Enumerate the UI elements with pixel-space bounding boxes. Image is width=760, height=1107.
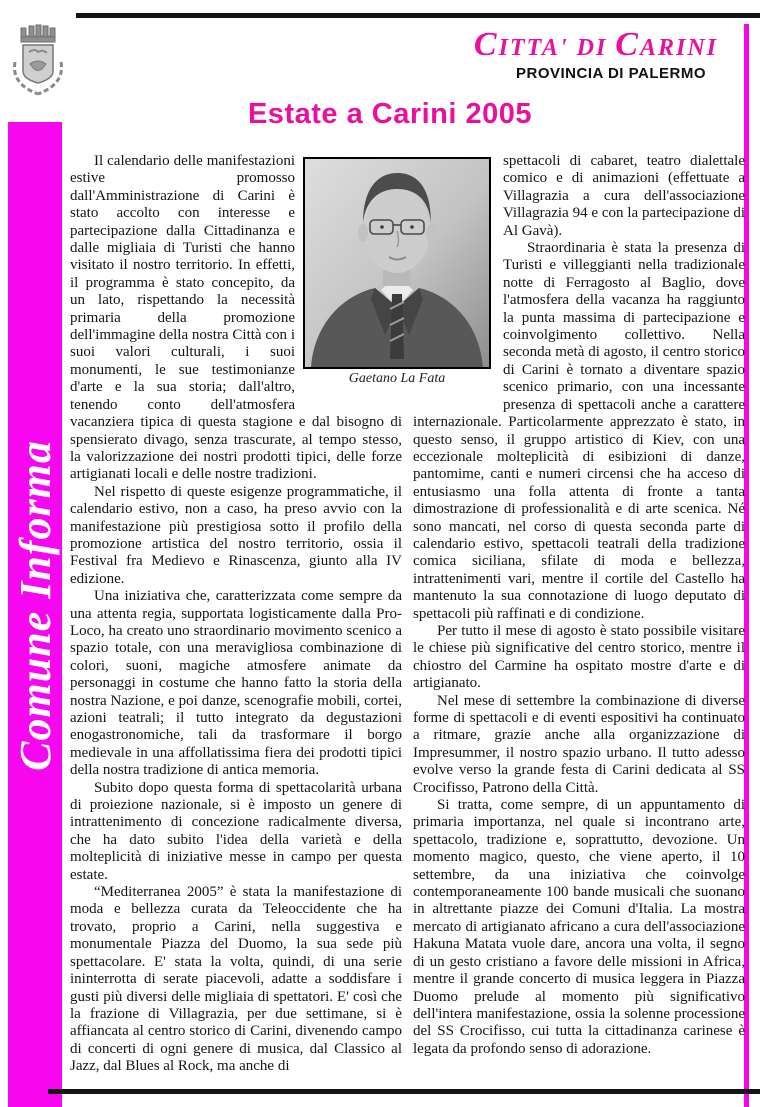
portrait-image <box>305 159 489 367</box>
article-paragraph: spettacoli di cabaret, teatro dialettale comico e di animazioni (effettuate a Villagrazia a cura dell'associazione Villagrazia 94 e con la partecipazione di Al Gavà). <box>503 153 745 239</box>
article-paragraph: Nel mese di settembre la combinazione di diverse forme di spettacoli e di eventi espositivi ha continuato a ritmare, grazie anche alla organizzazione di Impresummer, il nostro spazio urbano. Il tutto adesso evolve verso la grande festa di Carini dedicata al SS Crocifisso, Patrono della Città. <box>413 692 745 796</box>
article-title: Estate a Carini 2005 <box>247 98 533 130</box>
portrait-photo-frame <box>303 157 491 369</box>
sidebar-vertical-text: Comune Informa <box>10 439 60 771</box>
article-paragraph: Il calendario delle manifestazioni estive promosso dall'Amministrazione di Carini è stato accolto con interesse e partecipazione dalla Cittadinanza e dalle migliaia di Turisti che hanno visitato il nostro territorio. In effetti, il programma è stato concepito, da un lato, rispettando la necessità primaria della promozione dell'immagine della nostra Città con i suoi valori culturali, i suoi monumenti, le sue testimonianze d'arte e la sua storia; dall'altro, tenendo conto dell'atmosfera vacanziera tipica di questa stagione e dal bisogno di spensierato divago, senza trascurate, al tempo stesso, la valorizzazione dei nostri prodotti tipici, delle forze artigianati locali e delle nostre tradizioni. <box>70 153 402 483</box>
sidebar-vertical-label <box>8 400 62 810</box>
city-title-initial: C <box>473 26 499 63</box>
article-paragraph: “Mediterranea 2005” è stata la manifestazione di moda e bellezza curata da Teleoccidente che ha trovato, proprio a Carini, nella suggestiva e monumentale Piazza del Duomo, la sua sede più spettacolare. E' stata la volta, quindi, di una serie ininterrotta di serate piacevoli, adatte a soddisfare i gusti più diversi delle migliaia di spettatori. E' così che la frazione di Villagrazia, per due settimane, si è affiancata al centro storico di Carini, divenendo campo di concerti di ogni genere di musica, dal Classico al Jazz, dal Blues al Rock, ma anche di <box>70 884 402 1075</box>
article-paragraph: Si tratta, come sempre, di un appuntamento di primaria importanza, nel quale si incontrano arte, spettacolo, tradizione e, soprattutto, devozione. Un momento magico, questo, che viene aperto, il 10 settembre, da una iniziativa che coinvolge contemporaneamente 100 bande musicali che suonano in altrettante piazze dei Comuni d'Italia. La mostra mercato di artigianato africano a cura dell'associazione Hakuna Matata vuole dare, ancora una volta, il segno di un gesto cristiano a favore delle missioni in Africa, mentre il grande concerto di musica leggera in Piazza Duomo prelude al momento più significativo dell'intera manifestazione, ossia la solenne processione del SS Crocifisso, cui tutta la cittadinanza carinese è legata da profondo senso di adorazione. <box>413 797 745 1057</box>
bottom-rule <box>48 1089 760 1094</box>
province-subtitle: PROVINCIA DI PALERMO <box>515 65 706 82</box>
article-paragraph: Subito dopo questa forma di spettacolarità urbana di proiezione nazionale, si è imposto un genere di intrattenimento di concezione radicalmente diversa, che ha dato subito l'idea della varietà e della molteplicità di iniziative messe in campo per questa estate. <box>70 779 402 883</box>
photo-caption: Gaetano La Fata <box>348 371 446 386</box>
article-paragraph: Nel rispetto di queste esigenze programmatiche, il calendario estivo, non a caso, ha preso avvio con la manifestazione più prestigiosa sotto il profilo della promozione artistica del nostro territorio, ossia il Festival fra Medievo e Rinascenza, giunto alla IV edizione. <box>70 483 402 587</box>
city-title: CITTA' DI CARINI <box>473 26 718 63</box>
article-paragraph: Straordinaria è stata la presenza di Turisti e villeggianti nella tradizionale notte di Ferragosto al Baglio, dove l'atmosfera della vacanza ha raggiunto la punta massima di partecipazione e coinvolgimento collettivo. Nella seconda metà di agosto, il centro storico di Carini è tornato a diventare spazio scenico primario, con una incessante presenza di spettacoli anche a carattere internazionale. Particolarmente apprezzato è stato, in questo senso, il gruppo artistico di Kiev, con una eccezionale molteplicità di esibizioni di danze, pantomime, canti e numeri circensi che ha acceso di entusiasmo una folla attenta di fronte a tanta dimostrazione di professionalità e di arte scenica. Né sono mancati, nel corso di questa seconda parte di calendario estivo, spettacoli teatrali della tradizione comica siciliana, sfilate di moda e bellezza, intrattenimenti vari, mentre il cortile del Castello ha mantenuto la sua connotazione di luogo deputato di spettacoli più raffinati e di condizione. <box>413 240 745 622</box>
page-header <box>473 26 718 82</box>
article-paragraph: Per tutto il mese di agosto è stato possibile visitare le chiese più significative del centro storico, mentre il chiostro del Carmine ha ospitato mostre d'arte e di artigianato. <box>413 622 745 692</box>
city-title-initial: C <box>615 26 640 63</box>
portrait-photo <box>303 157 491 387</box>
article-paragraph: Una iniziativa che, caratterizzata come sempre da una attenta regia, supportata logisticamente dalla Pro-Loco, ha creato uno straordinario movimento scenico a spazio totale, con una meravigliosa combinazione di colori, suoni, magiche atmosfere animate da personaggi in costume che hanno fatto la storia della nostra Nazione, e poi danze, scenografie mobili, cortei, azioni teatrali; il tutto integrato da degustazioni enogastronomiche, tali da trasformare il borgo medievale in una affollatissima fiera dei prodotti tipici della nostra tradizione di antica memoria. <box>70 588 402 779</box>
top-rule <box>76 13 760 18</box>
coat-of-arms-icon <box>9 22 67 122</box>
